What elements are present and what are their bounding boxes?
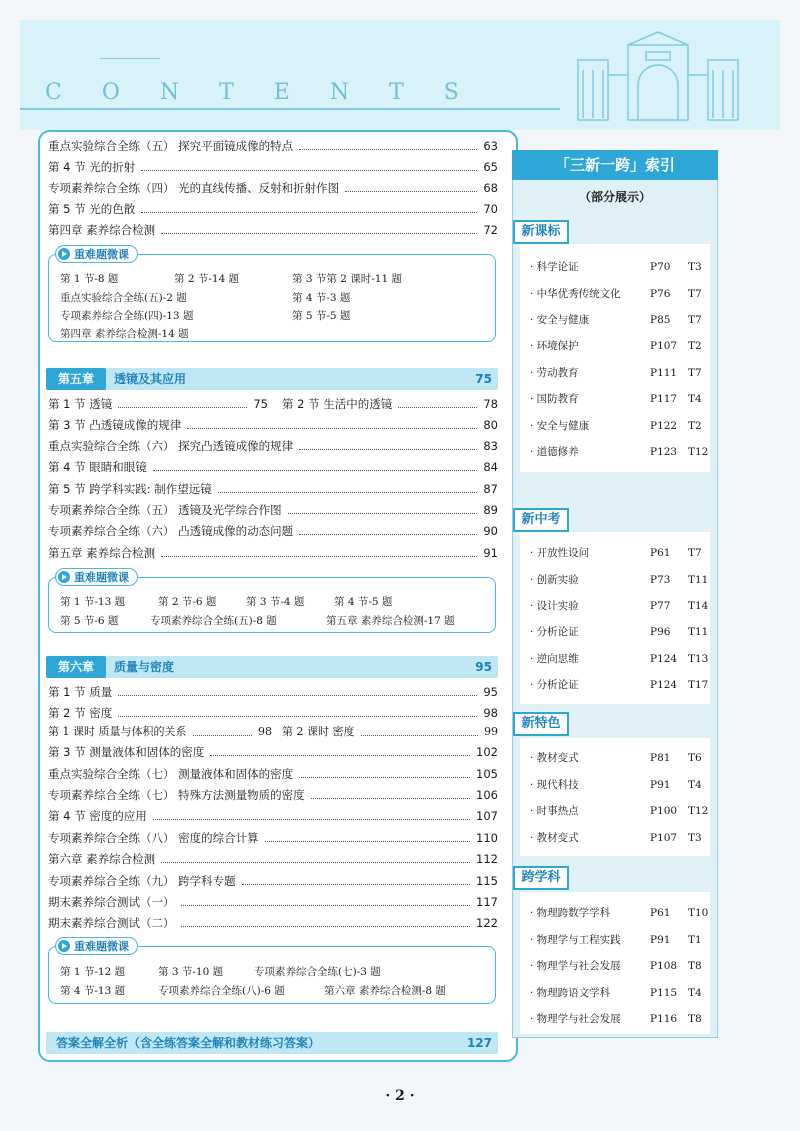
toc-row[interactable]: 重点实验综合全练（五） 探究平面镜成像的特点 63 xyxy=(48,139,498,153)
answer-section-header[interactable]: 答案全解全析（含全练答案全解和教材练习答案） 127 xyxy=(46,1032,498,1054)
index-section-box xyxy=(520,244,710,472)
weike-item: 第 3 节-10 题 xyxy=(158,966,224,978)
weike-label: 重难题微课 xyxy=(55,245,138,263)
index-item[interactable]: · 教材变式 P81 T6 xyxy=(530,752,702,764)
toc-row[interactable]: 第六章 素养综合检测 112 xyxy=(48,852,498,866)
index-item[interactable]: · 物理学与社会发展 P116 T8 xyxy=(530,1013,702,1025)
play-icon xyxy=(58,571,70,583)
chapter-6-header[interactable]: 第六章 质量与密度 95 xyxy=(46,656,498,678)
index-item[interactable]: · 教材变式 P107 T3 xyxy=(530,832,702,844)
toc-row[interactable]: 第 5 节 跨学科实践: 制作望远镜 87 xyxy=(48,482,498,496)
toc-row[interactable]: 第 2 节 密度 98 xyxy=(48,706,498,720)
index-item[interactable]: · 道德修养 P123 T12 xyxy=(530,446,709,458)
weike-item: 第 1 节-12 题 xyxy=(60,966,126,978)
toc-row[interactable]: 专项素养综合全练（七） 特殊方法测量物质的密度 106 xyxy=(48,788,498,802)
weike-label: 重难题微课 xyxy=(55,937,138,955)
weike-item: 第 5 节-5 题 xyxy=(292,310,351,322)
toc-row[interactable]: 第 4 节 眼睛和眼镜 84 xyxy=(48,460,498,474)
index-item[interactable]: · 开放性设问 P61 T7 xyxy=(530,547,702,559)
toc-row[interactable]: 第 4 节 光的折射 65 xyxy=(48,160,498,174)
index-section-tag: 跨学科 xyxy=(513,866,569,890)
index-item[interactable]: · 分析论证 P96 T11 xyxy=(530,626,709,638)
weike-label: 重难题微课 xyxy=(55,568,138,586)
chapter-5-header[interactable]: 第五章 透镜及其应用 75 xyxy=(46,368,498,390)
index-section-tag: 新中考 xyxy=(513,508,569,532)
weike-item: 第 2 节-6 题 xyxy=(158,596,217,608)
header-rule xyxy=(20,108,560,110)
play-icon xyxy=(58,248,70,260)
toc-row[interactable]: 重点实验综合全练（七） 测量液体和固体的密度 105 xyxy=(48,767,498,781)
toc-row[interactable]: 第 3 节 凸透镜成像的规律 80 xyxy=(48,418,498,432)
toc-row-split[interactable]: 第 1 节 透镜 75 第 2 节 生活中的透镜 78 xyxy=(48,397,498,411)
toc-row[interactable]: 专项素养综合全练（六） 凸透镜成像的动态问题 90 xyxy=(48,524,498,538)
index-item[interactable]: · 分析论证 P124 T17 xyxy=(530,679,709,691)
header-rule-short xyxy=(100,58,160,59)
weike-item: 专项素养综合全练(八)-6 题 xyxy=(158,985,285,997)
index-item[interactable]: · 安全与健康 P122 T2 xyxy=(530,420,702,432)
weike-item: 第 3 节-4 题 xyxy=(246,596,305,608)
index-item[interactable]: · 设计实验 P77 T14 xyxy=(530,600,709,612)
toc-row[interactable]: 第 3 节 测量液体和固体的密度 102 xyxy=(48,745,498,759)
toc-row[interactable]: 专项素养综合全练（五） 透镜及光学综合作图 89 xyxy=(48,503,498,517)
toc-row[interactable]: 第五章 素养综合检测 91 xyxy=(48,546,498,560)
gate-building-illustration xyxy=(568,30,768,125)
index-subtitle: （部分展示） xyxy=(578,190,651,204)
weike-item: 专项素养综合全练(五)-8 题 xyxy=(150,615,277,627)
index-item[interactable]: · 物理跨语文学科 P115 T4 xyxy=(530,987,702,999)
index-title: 「三新一跨」索引 xyxy=(512,150,718,180)
index-item[interactable]: · 现代科技 P91 T4 xyxy=(530,779,702,791)
page-number: · 2 · xyxy=(385,1088,415,1104)
weike-item: 第五章 素养综合检测-17 题 xyxy=(326,615,455,627)
index-item[interactable]: · 物理学与工程实践 P91 T1 xyxy=(530,934,702,946)
index-item[interactable]: · 科学论证 P70 T3 xyxy=(530,261,702,273)
toc-row[interactable]: 重点实验综合全练（六） 探究凸透镜成像的规律 83 xyxy=(48,439,498,453)
index-item[interactable]: · 劳动教育 P111 T7 xyxy=(530,367,702,379)
weike-item: 第 1 节-8 题 xyxy=(60,273,119,285)
toc-row[interactable]: 第 1 节 质量 95 xyxy=(48,685,498,699)
toc-row[interactable]: 期末素养综合测试（一） 117 xyxy=(48,895,498,909)
index-item[interactable]: · 逆向思维 P124 T13 xyxy=(530,653,709,665)
index-item[interactable]: · 物理跨数学学科 P61 T10 xyxy=(530,907,709,919)
toc-row-split[interactable]: 第 1 课时 质量与体积的关系 98 第 2 课时 密度 99 xyxy=(48,725,498,738)
index-item[interactable]: · 创新实验 P73 T11 xyxy=(530,574,709,586)
weike-item: 第 1 节-13 题 xyxy=(60,596,126,608)
index-item[interactable]: · 国防教育 P117 T4 xyxy=(530,393,702,405)
weike-item: 重点实验综合全练(五)-2 题 xyxy=(60,292,187,304)
weike-item: 第 2 节-14 题 xyxy=(174,273,240,285)
weike-item: 第 4 节-13 题 xyxy=(60,985,126,997)
toc-row[interactable]: 专项素养综合全练（四） 光的直线传播、反射和折射作图 68 xyxy=(48,181,498,195)
toc-row[interactable]: 第四章 素养综合检测 72 xyxy=(48,223,498,237)
index-section-tag: 新课标 xyxy=(513,220,569,244)
contents-heading: CONTENTS xyxy=(45,80,499,105)
index-item[interactable]: · 环境保护 P107 T2 xyxy=(530,340,702,352)
toc-row[interactable]: 第 5 节 光的色散 70 xyxy=(48,202,498,216)
index-item[interactable]: · 安全与健康 P85 T7 xyxy=(530,314,702,326)
play-icon xyxy=(58,940,70,952)
index-section-tag: 新特色 xyxy=(513,712,569,736)
toc-row[interactable]: 专项素养综合全练（九） 跨学科专题 115 xyxy=(48,874,498,888)
toc-row[interactable]: 期末素养综合测试（二） 122 xyxy=(48,916,498,930)
weike-item: 第 4 节-3 题 xyxy=(292,292,351,304)
index-item[interactable]: · 物理学与社会发展 P108 T8 xyxy=(530,960,702,972)
index-item[interactable]: · 时事热点 P100 T12 xyxy=(530,805,709,817)
weike-item: 专项素养综合全练(七)-3 题 xyxy=(254,966,381,978)
index-item[interactable]: · 中华优秀传统文化 P76 T7 xyxy=(530,288,702,300)
toc-row[interactable]: 第 4 节 密度的应用 107 xyxy=(48,809,498,823)
toc-row[interactable]: 专项素养综合全练（八） 密度的综合计算 110 xyxy=(48,831,498,845)
weike-item: 专项素养综合全练(四)-13 题 xyxy=(60,310,194,322)
weike-item: 第 4 节-5 题 xyxy=(334,596,393,608)
weike-item: 第 5 节-6 题 xyxy=(60,615,119,627)
weike-item: 第四章 素养综合检测-14 题 xyxy=(60,328,189,340)
weike-item: 第六章 素养综合检测-8 题 xyxy=(324,985,446,997)
weike-item: 第 3 节第 2 课时-11 题 xyxy=(292,273,402,285)
